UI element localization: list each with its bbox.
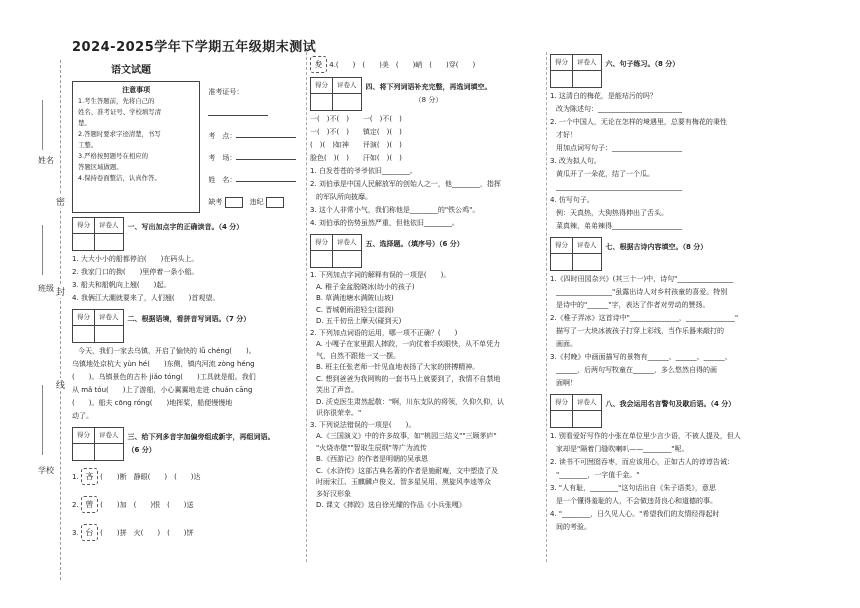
binding-sidebar <box>30 55 70 575</box>
cut-line <box>60 60 61 580</box>
question: 2. 下列加点词语的运用，哪一项不正确？( ) <box>310 328 458 337</box>
score-label: 得分 <box>551 238 573 254</box>
option: D. 课文《摔跤》选自徐光耀的作品《小兵张嘎》 <box>316 501 466 509</box>
question: 面啊！ <box>556 379 577 387</box>
polyphone-char: 曾 <box>81 496 98 513</box>
answer-line: 改为陈述句：________________________ <box>556 105 682 113</box>
name-field[interactable] <box>236 181 296 182</box>
fill-row: ( )( )如神 评演( )( ) <box>310 141 402 149</box>
question: 4. 我俩江大潮就要来了，人们翘( )首观望。 <box>72 294 220 302</box>
question: 1. 下列加点字词的解释有误的一项是( )。 <box>310 271 451 279</box>
cut-word-xian: 线 <box>56 378 65 391</box>
section-1-header <box>72 217 302 251</box>
item-number: 2. <box>72 501 79 509</box>
section-6-title: 六、句子练习。（8 分） <box>605 60 680 68</box>
score-box <box>550 394 602 428</box>
passage-line: 今天，我们一家去乌镇，开启了愉快的 lǚ chéng( )。 <box>78 347 256 355</box>
score-box <box>72 309 124 343</box>
question: 4.( ) ( )美 ( )峭 ( )穿( ) <box>329 61 476 69</box>
question: 1. 大大小小的船都停泊( )在码头上。 <box>72 255 199 263</box>
exam-site-field[interactable] <box>236 137 296 138</box>
option: D. 沃克医生肃然起敬："啊，川东支队的将领，久仰久仰，认 <box>316 397 505 406</box>
option: D. 五千仞岳上摩天(碰到天) <box>316 317 402 325</box>
answer-line: 菜真辣，弟弟辣得____________________ <box>556 222 682 230</box>
question: 才好！ <box>556 131 577 139</box>
grader-label: 评卷人 <box>95 310 124 326</box>
cut-word-feng: 封 <box>56 285 65 298</box>
question: 1. 这清白的梅花，是能玷污的吗？ <box>550 92 657 100</box>
notice-box <box>72 81 200 213</box>
school-line <box>42 385 43 455</box>
option: B. 草满池塘水满陂(山坡) <box>316 294 394 302</box>
word-part: 静眼 <box>133 473 148 481</box>
passage-line: 乌镇地处京杭大 yùn hé( )东侧，镇内河流 zòng héng <box>72 360 255 368</box>
question: 4. 仿写句子。 <box>550 196 594 204</box>
score-label: 得分 <box>73 310 95 326</box>
question: 间的考验。 <box>556 523 591 531</box>
option: C. 晋城朝雨浥轻尘(湿润) <box>316 305 394 314</box>
question: 1.《四时田园杂兴》(其三十一)中，诗句"________________ <box>550 275 734 283</box>
notice-line: 1.考生答题前，先将自己的 <box>78 97 155 105</box>
grader-label: 评卷人 <box>95 428 124 444</box>
field-label: 考 点： <box>208 132 237 140</box>
word-part: 达 <box>193 473 201 481</box>
option: B.《西游记》的作者是明朝的吴承恩 <box>316 455 429 463</box>
word-part: 火 <box>133 529 141 537</box>
score-label: 得分 <box>73 218 95 234</box>
score-box <box>550 54 602 88</box>
option: A. 小嘎子在家里跟人摔跤，一向仗着手疾眼快，从不单凭力 <box>316 340 501 348</box>
question: 家却是"隔着门缝吹喇叭——________"呢。 <box>556 445 689 453</box>
question: 黄瓜开了一朵花，结了一个瓜。 <box>556 170 654 178</box>
option: C.《水浒传》这部古典名著的作者是施耐庵，文中塑造了及 <box>316 466 499 475</box>
score-label: 得分 <box>311 78 333 94</box>
question: 的军队所向披靡。 <box>316 193 372 201</box>
polyphone-char: 吝 <box>81 468 98 485</box>
notice-title: 注意事项 <box>122 86 151 94</box>
column-divider <box>546 52 547 562</box>
field-label: 姓 名： <box>208 176 237 184</box>
exam-header: 2024-2025学年下学期五年级期末测试 <box>72 40 317 55</box>
section-4-title: 四、将下列词语补充完整，再选词填空。 <box>365 83 492 91</box>
section-3-title: 三、给下列多音字加偏旁组成新字，再组词语。（6 分） <box>127 433 275 454</box>
question: ______，后两句写牧童在______，多么悠然自得的画 <box>556 366 717 374</box>
score-label: 得分 <box>551 55 573 71</box>
name-line <box>42 100 43 150</box>
section-6-header <box>550 54 785 88</box>
section-7-header <box>550 237 785 271</box>
question: 2. 读书不可囫囵吞枣，而应该用心，正如古人的谆谆告诫： <box>550 458 734 466</box>
word-part: 拼 <box>119 529 127 537</box>
section-2-title: 二、根据语境，看拼音写词语。（7 分） <box>127 315 251 323</box>
word-part: 恨 <box>153 501 161 509</box>
polyphone-row-4 <box>310 56 544 73</box>
option: 气，自然不跟他一又一摆。 <box>316 351 400 360</box>
question: ________________"虽露出诗人对乡村孩童的喜爱。特别 <box>556 288 728 296</box>
section-8-title: 八、我会运用名言警句及歇后语。（4 分） <box>605 400 736 408</box>
notice-line: 4.保持卷面整洁，认真作答。 <box>78 174 161 182</box>
question: 3. 这个人非常小气，我们称他是________的"铁公鸡"。 <box>310 206 480 214</box>
fill-row: 一( )不( ) 镇定( )( ) <box>310 128 402 136</box>
violation-label: 违纪 <box>249 198 264 206</box>
missing-label: 缺考 <box>208 198 223 206</box>
field-label: 考 场： <box>208 154 237 162</box>
grader-label: 评卷人 <box>573 55 602 71</box>
grader-label: 评卷人 <box>95 218 124 234</box>
column-1 <box>72 52 302 547</box>
passage-line: 从 mǎ tóu( )上了游船，小心翼翼地走进 chuán cāng <box>72 386 253 394</box>
class-line <box>42 225 43 275</box>
section-8-header <box>550 394 785 428</box>
school-label: 学校 <box>38 466 54 475</box>
question: 3.《村晚》中画面描写的景物有______、______、______、 <box>550 353 732 361</box>
answer-line: 用加点词写句子：____________________ <box>556 144 682 152</box>
score-box <box>310 234 362 268</box>
option: 识你很荣幸。" <box>316 409 362 417</box>
word-part: 加 <box>119 501 127 509</box>
section-1-title: 一、写出加点字的正确读音。（4 分） <box>127 223 244 231</box>
field-label: 准考证号： <box>208 88 244 96</box>
notice-line: 3.严格按照题号在相应的 <box>78 152 149 160</box>
notice-line: 工整。 <box>78 141 98 149</box>
question: 1. 白发苍苍的爷爷依旧________。 <box>310 167 417 175</box>
option: A. 稚子金盆脱晓冰(幼小的孩子) <box>316 282 415 291</box>
column-3 <box>550 52 785 534</box>
question: 4. 刘伯承的伤势虽然严重，但他依旧________。 <box>310 219 459 227</box>
notice-line: 答题区域做题。 <box>78 163 123 171</box>
section-7-title: 七、根据古诗内容填空。（8 分） <box>605 243 708 251</box>
item-number: 3. <box>72 529 79 537</box>
column-2 <box>310 52 544 512</box>
grader-label: 评卷人 <box>333 78 362 94</box>
question: 3. 船夫和船帆向上翘( )起。 <box>72 281 171 289</box>
polyphone-row: 1. 吝 ( )断 静眼( ) ( )达 <box>72 463 302 491</box>
score-box <box>72 217 124 251</box>
question: 画面。 <box>556 340 577 348</box>
class-label: 班级 <box>38 284 54 293</box>
option: B. 班主任张老师一针见血地表扬了大家的拼搏精神。 <box>316 363 480 371</box>
cut-word-mi: 密 <box>56 195 65 208</box>
option: 多好汉形象 <box>316 489 351 498</box>
polyphone-char: 夋 <box>310 56 327 73</box>
option: "火烧赤壁""智取生辰纲"等广为流传 <box>316 443 427 452</box>
section-5-header <box>310 234 544 268</box>
question: 2. 我家门口的拗( )里停着一条小船。 <box>72 268 199 276</box>
score-label: 得分 <box>551 395 573 411</box>
score-label: 得分 <box>73 428 95 444</box>
passage-line: 动了。 <box>72 412 93 420</box>
polyphone-row: 2. 曾 ( )加 ( )恨 ( )送 <box>72 491 302 519</box>
violation-box[interactable] <box>266 197 284 208</box>
question: 2. 一个中国人，无论在怎样的境遇里，总要有梅花的秉性 <box>550 118 727 126</box>
notice-line: 楚。 <box>78 119 91 127</box>
word-part: 饼 <box>186 529 194 537</box>
question: 是一个懂得羞耻的人，不会做违背良心和道德的事。 <box>556 497 717 505</box>
question: 3. 改为拟人句。 <box>550 157 601 165</box>
score-box <box>550 237 602 271</box>
polyphone-row: 3. 台 ( )拼 火( ) ( )饼 <box>72 519 302 547</box>
section-4-score: （8 分） <box>414 96 443 104</box>
candidate-fields <box>208 81 302 213</box>
question: 1. 别看爱好写作的小张在单位里少言少语，不被人提及，但人 <box>550 432 741 440</box>
question: 3. "人有耻，________"这句话出自《朱子语类》，意思 <box>550 484 716 492</box>
question: "________，一字值千金。" <box>556 471 640 479</box>
answer-line: ____________________________________ <box>556 183 682 191</box>
option: 笑出了声音。 <box>316 386 358 394</box>
word-part: 送 <box>186 501 194 509</box>
option: A.《三国演义》中的许多故事，如"桃园三结义""三顾茅庐" <box>316 432 497 440</box>
section-3-header <box>72 427 302 461</box>
section-2-header <box>72 309 302 343</box>
passage-line: ( )。船夫 cōng róng( )地挥桨，船便慢慢地 <box>72 399 233 407</box>
grader-label: 评卷人 <box>573 238 602 254</box>
missing-box[interactable] <box>225 197 243 208</box>
option: 时雨宋江、玉麒麟卢俊义、智多星吴用、黑旋风李逵等众 <box>316 478 491 486</box>
polyphone-char: 台 <box>81 524 98 541</box>
question: 是诗中的"______"字，表达了作者对劳动的赞扬。 <box>556 301 710 309</box>
notice-line: 姓名、准考证号、学校填写清 <box>78 108 162 116</box>
score-box <box>72 427 124 461</box>
notice-line: 2.答题时要求字迹清楚，书写 <box>78 130 161 138</box>
question: 4. "________，日久见人心。"希望我们的友情经得起时 <box>550 510 720 518</box>
grader-label: 评卷人 <box>333 235 362 251</box>
question: 例：天真热，大狗热得伸出了舌头。 <box>556 209 668 217</box>
item-number: 1. <box>72 473 79 481</box>
exam-room-field[interactable] <box>236 159 296 160</box>
word-part: 断 <box>119 473 127 481</box>
option: C. 想到爸爸为我网购的一套书马上就要到了，我情不自禁地 <box>316 374 501 383</box>
column-divider <box>306 52 307 562</box>
question: 2.《稚子弄冰》这首诗中"______________，______________" <box>550 314 739 322</box>
grader-label: 评卷人 <box>573 395 602 411</box>
name-label: 姓名 <box>38 156 54 165</box>
passage-line: ( )。乌镇景色的古朴 jiǎo tóng( )工具就是船。我们 <box>72 373 256 381</box>
exam-number-field[interactable] <box>208 115 268 116</box>
question: 描写了一大块冰被孩子打穿上彩线，当作乐器来敲打的 <box>556 327 724 335</box>
fill-row: 脸色( )( ) 汗如( )( ) <box>310 154 402 162</box>
score-label: 得分 <box>311 235 333 251</box>
paper-title: 语文试题 <box>111 65 151 76</box>
fill-row: 一( )不( ) 一( )不( ) <box>310 115 402 123</box>
question: 2. 刘伯承是中国人民解放军的创始人之一，他________，指挥 <box>310 180 501 188</box>
question: 3. 下列说法错误的一项是( )。 <box>310 420 416 429</box>
score-box <box>310 77 362 111</box>
section-5-title: 五、选择题。（填序号）（6 分） <box>365 240 464 248</box>
section-4-header <box>310 77 544 111</box>
